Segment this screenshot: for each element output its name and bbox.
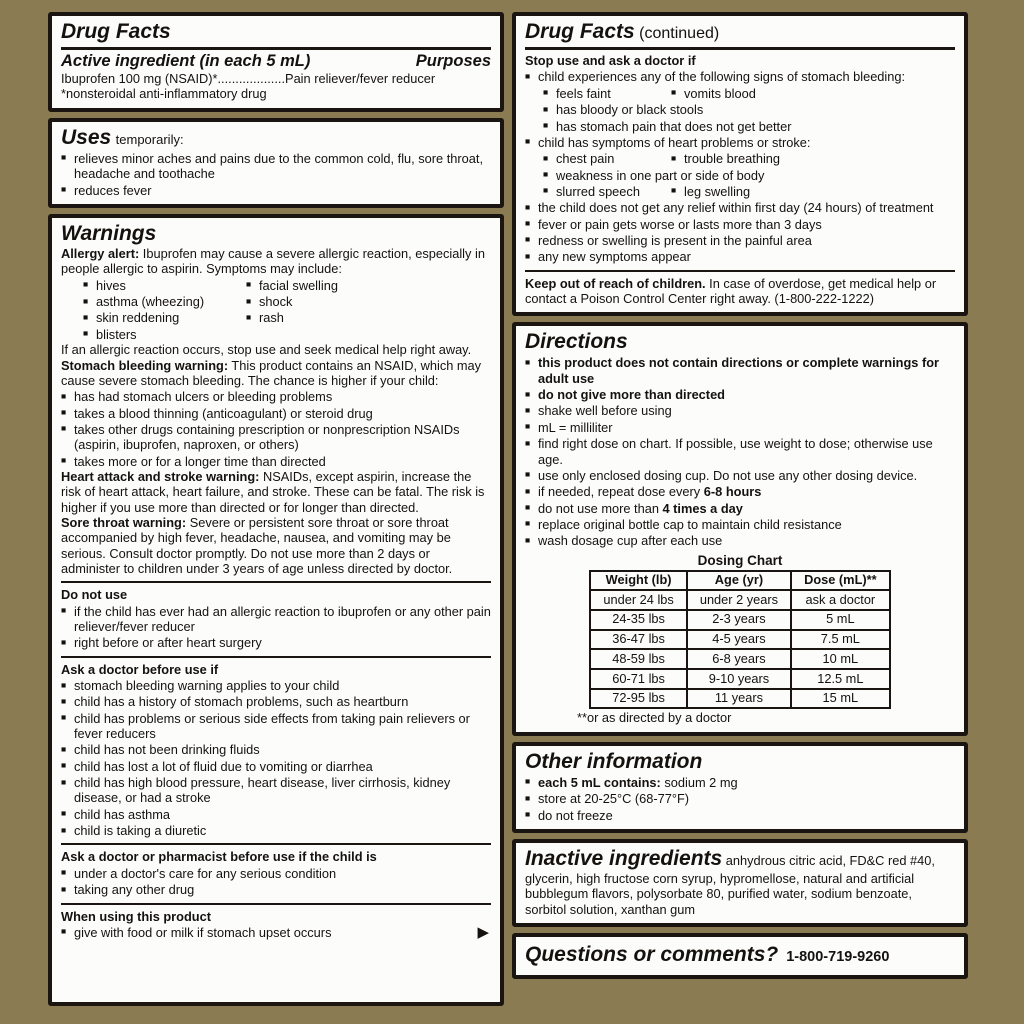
directions-title: Directions [525,330,628,354]
purposes-heading: Purposes [415,52,491,71]
bullet-item: ■ taking any other drug [61,882,491,897]
bullet-item: ■ reduces fever [61,183,491,198]
sign-row [543,85,955,101]
other-information-title: Other information [525,749,703,773]
bullet-item: ■ stomach bleeding warning applies to your child [61,678,491,693]
stomach-bleeding-signs [543,85,955,134]
bullet-item: ■ vomits blood [671,86,955,101]
ask-pharmacist-heading: Ask a doctor or pharmacist before use if the child is [61,849,377,865]
divider [61,843,491,845]
bullet-item: ■ child has high blood pressure, heart disease, liver cirrhosis, kidney disease, or had a stroke [61,775,491,806]
bullet-item: ■ takes other drugs containing prescription or nonprescription NSAIDs (aspirin, ibuprofen, naproxen, or others) [61,422,491,453]
bullet-item: ■ child is taking a diuretic [61,823,491,838]
bullet-item: ■ blisters [83,327,491,342]
bullet-item: ■ weakness in one part or side of body [543,168,955,183]
bullet-item: ■ child has symptoms of heart problems or stroke: [525,135,955,150]
bullet-item: ■ fever or pain gets worse or lasts more than 3 days [525,217,955,232]
continued-arrow-icon: ▶ [477,923,489,941]
bullet-item: ■ any new symptoms appear [525,249,955,264]
right-column [512,12,968,1006]
bullet-item: ■ hives [83,278,246,293]
table-row: 72-95 lbs 11 years 15 mL [590,689,889,709]
uses-title-row [61,126,491,150]
stop-use-heading: Stop use and ask a doctor if [525,53,696,69]
panel-stop-use [512,12,968,316]
bullet-item: ■ takes a blood thinning (anticoagulant) or steroid drug [61,406,491,421]
bullet-item: ■ wash dosage cup after each use [525,533,955,548]
divider [61,47,491,50]
bullet-item: ■ skin reddening [83,310,246,325]
divider [525,47,955,50]
active-ingredient-heading: Active ingredient (in each 5 mL) [61,52,311,71]
bullet-item: ■ chest pain [543,151,671,166]
symptom-row [83,309,491,325]
allergy-alert-paragraph: Allergy alert: Ibuprofen may cause a severe allergic reaction, especially in people allergic to aspirin. Symptoms may include: [61,246,485,277]
bullet-item: ■ trouble breathing [671,151,955,166]
ingredient-line: Ibuprofen 100 mg (NSAID)*...................Pain reliever/fever reducer [61,71,436,87]
panel-inactive-ingredients [512,839,968,927]
do-not-use-heading: Do not use [61,587,128,603]
ask-doctor-heading: Ask a doctor before use if [61,661,219,677]
dosing-chart-table [589,570,890,710]
table-row: 24-35 lbs 2-3 years 5 mL [590,610,889,630]
drug-facts-continued-title-row [525,20,955,44]
bullet-item: ■ slurred speech [543,184,671,199]
bullet-item: ■ takes more or for a longer time than directed [61,454,491,469]
uses-title: Uses [61,125,112,149]
symptom-row [83,277,491,293]
bullet-item: ■ use only enclosed dosing cup. Do not use any other dosing device. [525,468,955,483]
questions-title: Questions or comments? [525,943,779,967]
bullet-item: ■ if needed, repeat dose every 6-8 hours [525,484,955,499]
inactive-ingredients-title: Inactive ingredients [525,847,723,870]
allergy-symptom-list [83,277,491,342]
column-header-weight: Weight (lb) [590,571,686,591]
divider [525,270,955,272]
when-using-heading: When using this product [61,908,211,924]
inactive-ingredients-paragraph: Inactive ingredients anhydrous citric acid, FD&C red #40, glycerin, high fructose corn syrup, hypromellose, natural and artificial bubblegum flavors, polysorbate 80, purified water, sodium benzoate, sorbitol solution, xanthan gum [525,847,935,917]
bullet-item: ■ store at 20-25°C (68-77°F) [525,791,955,806]
table-row: 48-59 lbs 6-8 years 10 mL [590,649,889,669]
when-using-row [61,924,491,940]
dosing-chart-footnote: **or as directed by a doctor [577,710,732,726]
divider [61,581,491,583]
bullet-item: ■ child has problems or serious side effects from taking pain relievers or fever reducers [61,711,491,742]
bullet-item: ■ child has lost a lot of fluid due to vomiting or diarrhea [61,759,491,774]
bullet-item: ■ if the child has ever had an allergic reaction to ibuprofen or any other pain reliever/fever reducer [61,604,491,635]
bullet-item: ■ child has a history of stomach problems, such as heartburn [61,694,491,709]
panel-active-ingredient [48,12,504,112]
bullet-item: ■ shake well before using [525,403,955,418]
sign-row [543,183,955,199]
allergy-footer: If an allergic reaction occurs, stop use and seek medical help right away. [61,342,472,358]
nsaid-footnote: *nonsteroidal anti-inflammatory drug [61,86,267,102]
sign-row [543,150,955,166]
bullet-item: ■ replace original bottle cap to maintain child resistance [525,517,955,532]
bullet-item: ■ give with food or milk if stomach upset occurs [61,925,331,940]
bullet-item: ■ do not give more than directed [525,387,955,402]
questions-phone-number: 1-800-719-9260 [786,949,890,966]
drug-facts-continued-title: Drug Facts [525,20,635,43]
bullet-item: ■ child experiences any of the following signs of stomach bleeding: [525,69,955,84]
bullet-item: ■ relieves minor aches and pains due to the common cold, flu, sore throat, headache and toothache [61,151,491,182]
bullet-item: ■ shock [246,294,491,309]
bullet-item: ■ has stomach pain that does not get better [543,119,955,134]
column-header-age: Age (yr) [687,571,791,591]
left-column [48,12,504,1006]
bullet-item: ■ the child does not get any relief within first day (24 hours) of treatment [525,200,955,215]
table-row: 60-71 lbs 9-10 years 12.5 mL [590,669,889,689]
table-header-row [590,571,889,591]
panel-directions [512,322,968,736]
divider [61,903,491,905]
panel-warnings [48,214,504,1006]
column-header-dose: Dose (mL)** [791,571,890,591]
panel-questions [512,933,968,979]
bullet-item: ■ mL = milliliter [525,420,955,435]
bullet-item: ■ redness or swelling is present in the painful area [525,233,955,248]
bullet-item: ■ do not freeze [525,808,955,823]
divider [61,656,491,658]
table-row: under 24 lbs under 2 years ask a doctor [590,590,889,610]
bullet-item: ■ has bloody or black stools [543,102,955,117]
table-row: 36-47 lbs 4-5 years 7.5 mL [590,630,889,650]
bullet-item: ■ this product does not contain directions or complete warnings for adult use [525,355,955,386]
dosing-chart-title: Dosing Chart [697,552,783,568]
bullet-item: ■ find right dose on chart. If possible, use weight to dose; otherwise use age. [525,436,955,467]
heart-stroke-symptoms [543,150,955,199]
heart-attack-paragraph: Heart attack and stroke warning: NSAIDs, except aspirin, increase the risk of heart attack, heart failure, and stroke. These can be fatal. The risk is higher if you use more than directed or for longer than directed. [61,468,485,515]
bullet-item: ■ right before or after heart surgery [61,635,491,650]
symptom-row [83,293,491,309]
panel-other-information [512,742,968,833]
keep-out-of-reach-paragraph: Keep out of reach of children. In case of overdose, get medical help or contact a Poison Control Center right away. (1-800-222-1222) [525,275,937,306]
bullet-item: ■ rash [246,310,491,325]
sore-throat-paragraph: Sore throat warning: Severe or persistent sore throat or sore throat accompanied by high fever, headache, nausea, and vomiting may be serious. Consult doctor promptly. Do not use more than 2 days or administer to children under 3 years of age unless directed by doctor. [61,514,453,576]
bullet-item: ■ each 5 mL contains: sodium 2 mg [525,775,955,790]
bullet-item: ■ asthma (wheezing) [83,294,246,309]
questions-row [525,941,955,969]
active-ingredient-heading-row [61,52,491,71]
uses-subtitle: temporarily: [115,131,184,147]
bullet-item: ■ feels faint [543,86,671,101]
bullet-item: ■ has had stomach ulcers or bleeding problems [61,389,491,404]
bullet-item: ■ facial swelling [246,278,491,293]
panel-uses [48,118,504,208]
continued-suffix: (continued) [639,25,720,42]
bullet-item: ■ leg swelling [671,184,955,199]
bullet-item: ■ child has asthma [61,807,491,822]
warnings-title: Warnings [61,221,157,245]
drug-facts-title: Drug Facts [61,20,171,43]
bullet-item: ■ under a doctor's care for any serious condition [61,866,491,881]
stomach-bleeding-paragraph: Stomach bleeding warning: This product contains an NSAID, which may cause severe stomach bleeding. The chance is higher if your child: [61,357,482,388]
bullet-item: ■ do not use more than 4 times a day [525,501,955,516]
bullet-item: ■ child has not been drinking fluids [61,742,491,757]
